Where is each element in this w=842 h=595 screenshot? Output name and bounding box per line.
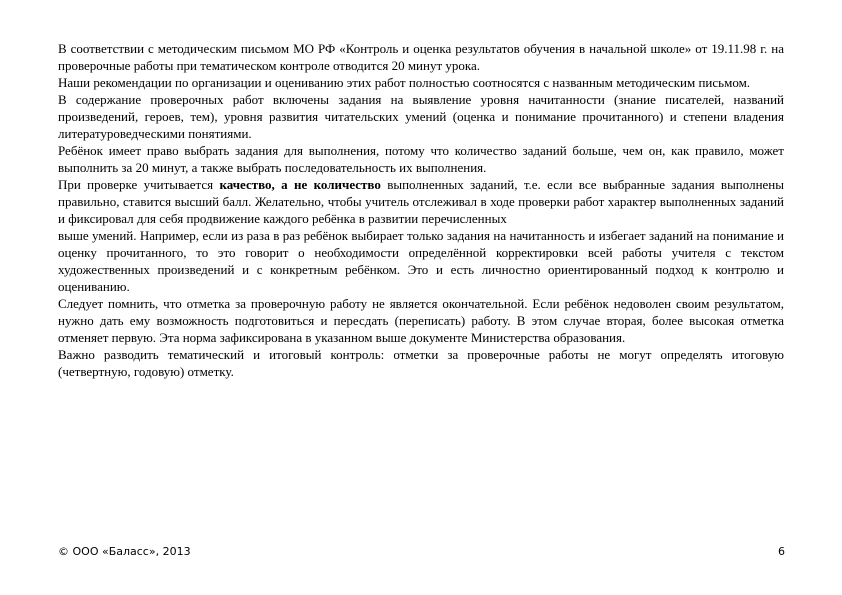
paragraph-6: выше умений. Например, если из раза в раз ребёнок выбирает только задания на начитанность и избегает заданий на понимание и оценку прочитанного, то это говорит о необходимости определённой корректировки всей работы учителя с текстом художественных произведений и с конкретным ребёнком. Это и есть личностно ориентированный подход к контролю и оцениванию.	[58, 228, 784, 294]
footer-copyright: © ООО «Баласс», 2013	[58, 545, 191, 558]
paragraph-2: Наши рекомендации по организации и оцениванию этих работ полностью соотносятся с названным методическим письмом.	[58, 75, 751, 90]
page-number: 6	[778, 545, 785, 558]
paragraph-3: В содержание проверочных работ включены задания на выявление уровня начитанности (знание писателей, названий произведений, героев, тем), уровня развития читательских умений (оценка и понимание прочитанного) и степени владения литературоведческими понятиями.	[58, 92, 784, 141]
paragraph-7: Следует помнить, что отметка за проверочную работу не является окончательной. Если ребёнок недоволен своим результатом, нужно дать ему возможность подготовиться и пересдать (переписать) работу. В этом случае вторая, более высокая отметка отменяет первую. Эта норма зафиксирована в указанном выше документе Министерства образования.	[58, 296, 784, 345]
body-text	[58, 40, 784, 380]
paragraph-5-start: При проверке учитывается	[58, 177, 220, 192]
paragraph-4: Ребёнок имеет право выбрать задания для выполнения, потому что количество заданий больше, чем он, как правило, может выполнить за 20 минут, а также выбрать последовательность их выполнения.	[58, 143, 784, 175]
paragraph-1: В соответствии с методическим письмом МО РФ «Контроль и оценка результатов обучения в начальной школе» от 19.11.98 г. на проверочные работы при тематическом контроле отводится 20 минут урока.	[58, 41, 784, 73]
paragraph-5-end: выполненных заданий, т.е. если все выбранные задания выполнены правильно, ставится высший балл. Желательно, чтобы учитель отслеживал в ходе проверки работ характер выполненных заданий и фиксировал для себя продвижение каждого ребёнка в развитии перечисленных	[58, 177, 784, 226]
paragraph-8: Важно разводить тематический и итоговый контроль: отметки за проверочные работы не могут определять итоговую (четвертную, годовую) отметку.	[58, 347, 784, 379]
paragraph-5	[58, 176, 784, 227]
emphasis-quality: качество, а не количество	[219, 177, 381, 192]
